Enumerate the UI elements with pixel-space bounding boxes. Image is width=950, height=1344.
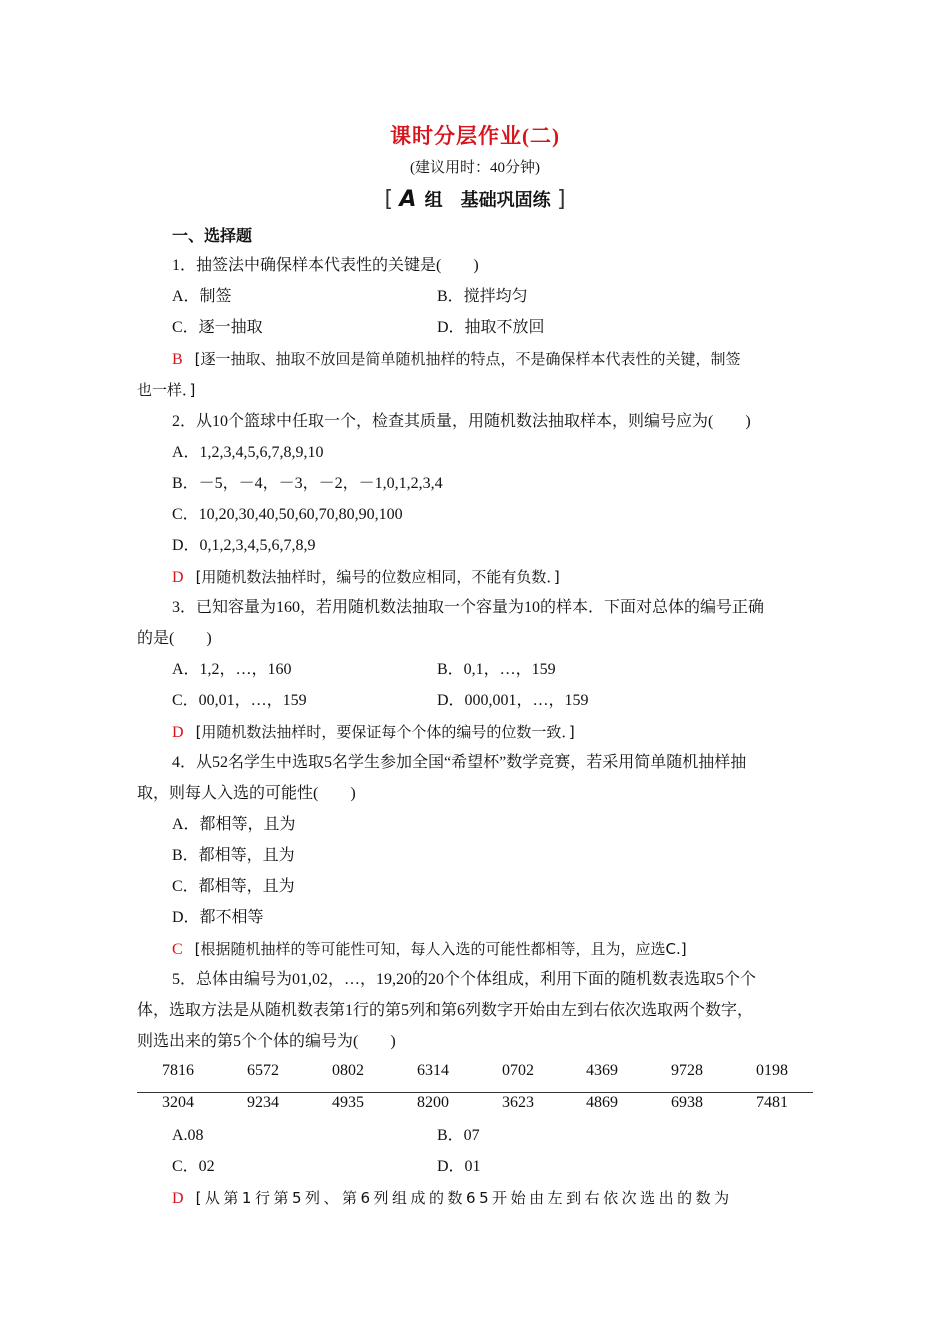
q5-option-d: D．01 (437, 1158, 481, 1175)
q3-option-a: A．1,2，…，160 (172, 661, 292, 678)
q3-answer: D (172, 724, 184, 741)
q5-option-c: C．02 (172, 1158, 215, 1175)
q5-explanation: [从第1行第5列、第6列组成的数65开始由左到右依次选出的数为 (195, 1189, 733, 1207)
q4-explanation: [根据随机抽样的等可能性可知，每人入选的可能性都相等，且为，应选C.] (194, 940, 687, 958)
group-label: 组 基础巩固练 (424, 190, 551, 211)
table-cell: 4869 (586, 1094, 618, 1111)
q2-option-c: C．10,20,30,40,50,60,70,80,90,100 (172, 506, 403, 523)
q1-option-d: D．抽取不放回 (437, 319, 545, 336)
q3-answer-line (172, 721, 575, 744)
q4-answer-line (172, 938, 687, 961)
q3-explanation: [用随机数法抽样时，要保证每个个体的编号的位数一致．] (195, 723, 575, 741)
table-cell: 6314 (417, 1062, 449, 1079)
q2-option-b: B．－5，－4，－3，－2，－1,0,1,2,3,4 (172, 475, 443, 492)
table-cell: 3204 (162, 1094, 194, 1111)
q5-stem: 5．总体由编号为01,02，…，19,20的20个个体组成，利用下面的随机数表选取5个个 (172, 971, 757, 988)
table-cell: 6572 (247, 1062, 279, 1079)
q2-answer-line (172, 566, 560, 589)
q2-option-a: A．1,2,3,4,5,6,7,8,9,10 (172, 444, 324, 461)
q2-stem: 2．从10个篮球中任取一个，检查其质量，用随机数法抽取样本，则编号应为( ) (172, 413, 751, 430)
table-cell: 4369 (586, 1062, 618, 1079)
q5-stem-cont-2: 则选出来的第5个个体的编号为( ) (137, 1033, 396, 1050)
q4-option-d: D．都不相等 (172, 909, 264, 926)
table-cell: 6938 (671, 1094, 703, 1111)
q2-answer: D (172, 569, 184, 586)
section-heading: 一、选择题 (172, 228, 253, 245)
suggested-time: (建议用时：40分钟) (410, 160, 540, 176)
group-header (0, 186, 950, 212)
group-letter: A (399, 187, 417, 212)
q1-option-c: C．逐一抽取 (172, 319, 263, 336)
page-title: 课时分层作业(二) (390, 124, 560, 148)
q3-option-b: B．0,1，…，159 (437, 661, 556, 678)
table-cell: 0198 (756, 1062, 788, 1079)
table-cell: 0702 (502, 1062, 534, 1079)
q4-answer: C (172, 941, 183, 958)
q5-option-b: B．07 (437, 1127, 480, 1144)
q3-option-d: D．000,001，…，159 (437, 692, 589, 709)
table-cell: 8200 (417, 1094, 449, 1111)
group-bracket-open: [ (384, 187, 394, 212)
q2-explanation: [用随机数法抽样时，编号的位数应相同，不能有负数．] (195, 568, 560, 586)
q5-option-a: A.08 (172, 1127, 204, 1144)
q5-answer: D (172, 1190, 184, 1207)
table-cell: 9728 (671, 1062, 703, 1079)
group-bracket-close: ] (556, 187, 566, 212)
q2-option-d: D．0,1,2,3,4,5,6,7,8,9 (172, 537, 316, 554)
table-divider (137, 1092, 813, 1093)
table-cell: 3623 (502, 1094, 534, 1111)
q1-option-a: A．制签 (172, 288, 232, 305)
q3-stem: 3．已知容量为160，若用随机数法抽取一个容量为10的样本．下面对总体的编号正确 (172, 599, 765, 616)
q1-answer: B (172, 351, 183, 368)
q5-stem-cont-1: 体，选取方法是从随机数表第1行的第5列和第6列数字开始由左到右依次选取两个数字， (137, 1002, 754, 1019)
q4-option-a: A．都相等，且为 (172, 816, 296, 833)
q4-stem: 4．从52名学生中选取5名学生参加全国“希望杯”数学竞赛，若采用简单随机抽样抽 (172, 754, 747, 771)
q1-stem: 1．抽签法中确保样本代表性的关键是( ) (172, 257, 479, 274)
q4-stem-cont: 取，则每人入选的可能性( ) (137, 785, 356, 802)
table-cell: 0802 (332, 1062, 364, 1079)
q1-option-b: B．搅拌均匀 (437, 288, 528, 305)
q3-option-c: C．00,01，…，159 (172, 692, 307, 709)
q3-stem-cont: 的是( ) (137, 630, 212, 647)
q5-answer-line (172, 1187, 733, 1210)
table-cell: 9234 (247, 1094, 279, 1111)
table-cell: 7816 (162, 1062, 194, 1079)
q1-answer-line (172, 348, 741, 371)
q4-option-b: B．都相等，且为 (172, 847, 295, 864)
table-cell: 7481 (756, 1094, 788, 1111)
q1-explanation: [逐一抽取、抽取不放回是简单随机抽样的特点，不是确保样本代表性的关键，制签 (194, 350, 741, 368)
table-cell: 4935 (332, 1094, 364, 1111)
q4-option-c: C．都相等，且为 (172, 878, 295, 895)
q1-explanation-cont: 也一样．] (137, 381, 196, 399)
